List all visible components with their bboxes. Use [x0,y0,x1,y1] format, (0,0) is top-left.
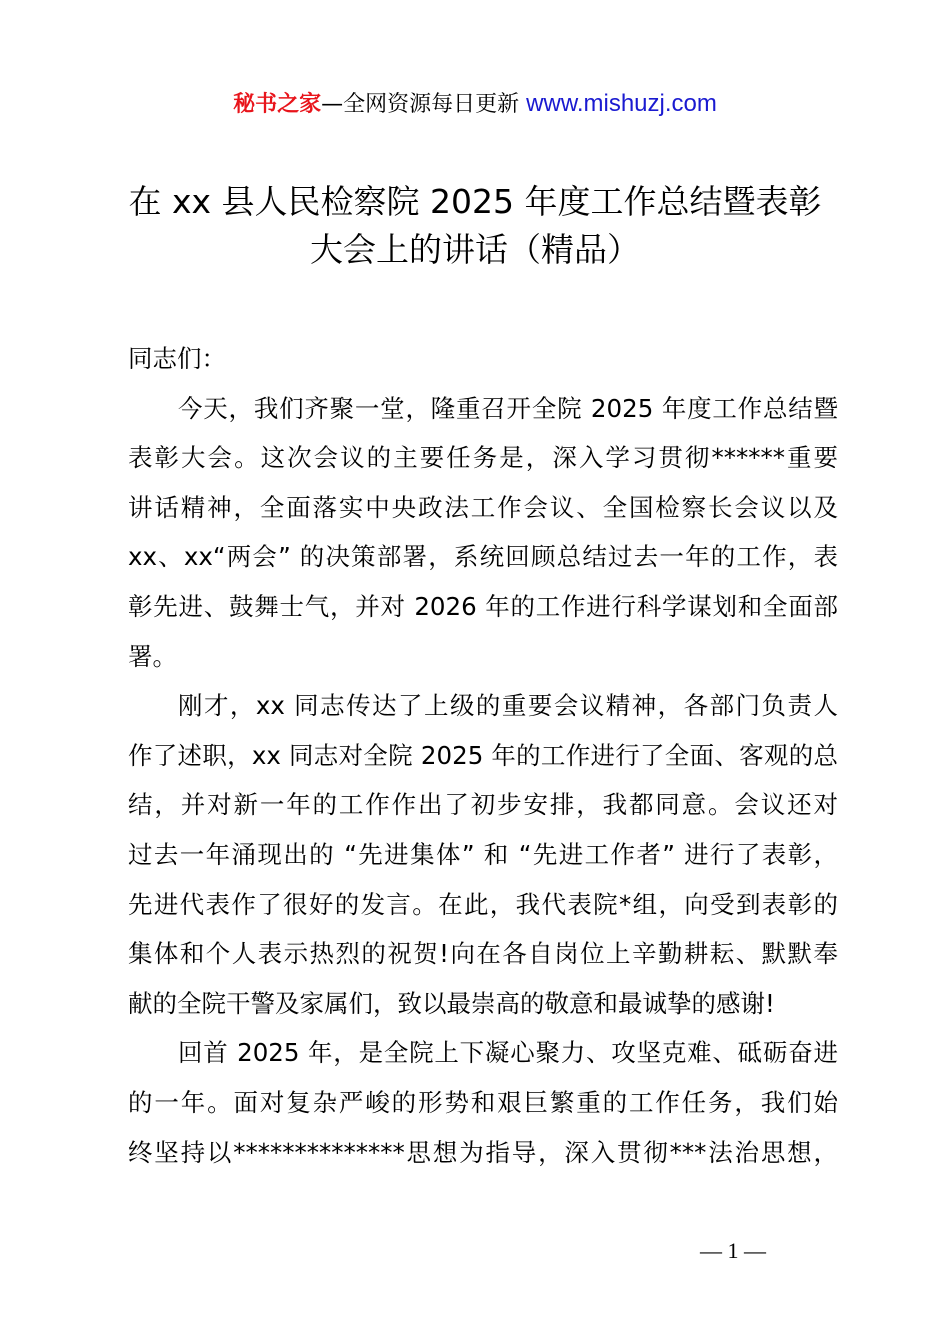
document-body [128,334,838,1177]
text-line: 署。 [128,641,177,671]
text-line: 今天，我们齐聚一堂，隆重召开全院 2025 年度工作总结暨 [178,393,838,423]
salutation: 同志们： [128,344,226,373]
site-header [0,88,950,121]
title-line-2: 大会上的讲话（精品） [310,230,640,269]
text-line: 表彰大会。这次会议的主要任务是，深入学习贯彻******重要 [128,443,838,473]
site-url-link[interactable]: www.mishuzj.com [526,90,717,117]
text-line: 集体和个人表示热烈的祝贺!向在各自岗位上辛勤耕耘、默默奉 [128,939,838,969]
text-line: 作了述职，xx 同志对全院 2025 年的工作进行了全面、客观的总 [128,740,838,770]
text-line: 回首 2025 年，是全院上下凝心聚力、攻坚克难、砥砺奋进 [178,1038,838,1068]
text-line: xx、xx“两会” 的决策部署，系统回顾总结过去一年的工作，表 [128,542,838,572]
title-line-1: 在 xx 县人民检察院 2025 年度工作总结暨表彰 [128,182,822,221]
paragraph-1 [128,384,838,682]
text-line: 结，并对新一年的工作作出了初步安排，我都同意。会议还对 [128,790,838,820]
text-line: 献的全院干警及家属们，致以最崇高的敬意和最诚挚的感谢! [128,988,775,1018]
header-tagline: —全网资源每日更新 [321,92,520,117]
text-line: 刚才，xx 同志传达了上级的重要会议精神，各部门负责人 [178,691,838,721]
text-line: 的一年。面对复杂严峻的形势和艰巨繁重的工作任务，我们始 [128,1087,838,1117]
text-line: 过去一年涌现出的 “先进集体” 和 “先进工作者” 进行了表彰， [128,839,838,869]
text-line: 先进代表作了很好的发言。在此，我代表院*组，向受到表彰的 [128,889,838,919]
text-line: 讲话精神，全面落实中央政法工作会议、全国检察长会议以及 [128,492,838,522]
paragraph-2 [128,681,838,1028]
brand-name: 秘书之家 [233,92,322,117]
document-title [110,178,840,274]
text-line: 彰先进、鼓舞士气，并对 2026 年的工作进行科学谋划和全面部 [128,591,838,621]
paragraph-3 [128,1028,838,1177]
text-line: 终坚持以**************思想为指导，深入贯彻***法治思想， [128,1137,838,1167]
page-number: — 1 — [700,1238,766,1263]
